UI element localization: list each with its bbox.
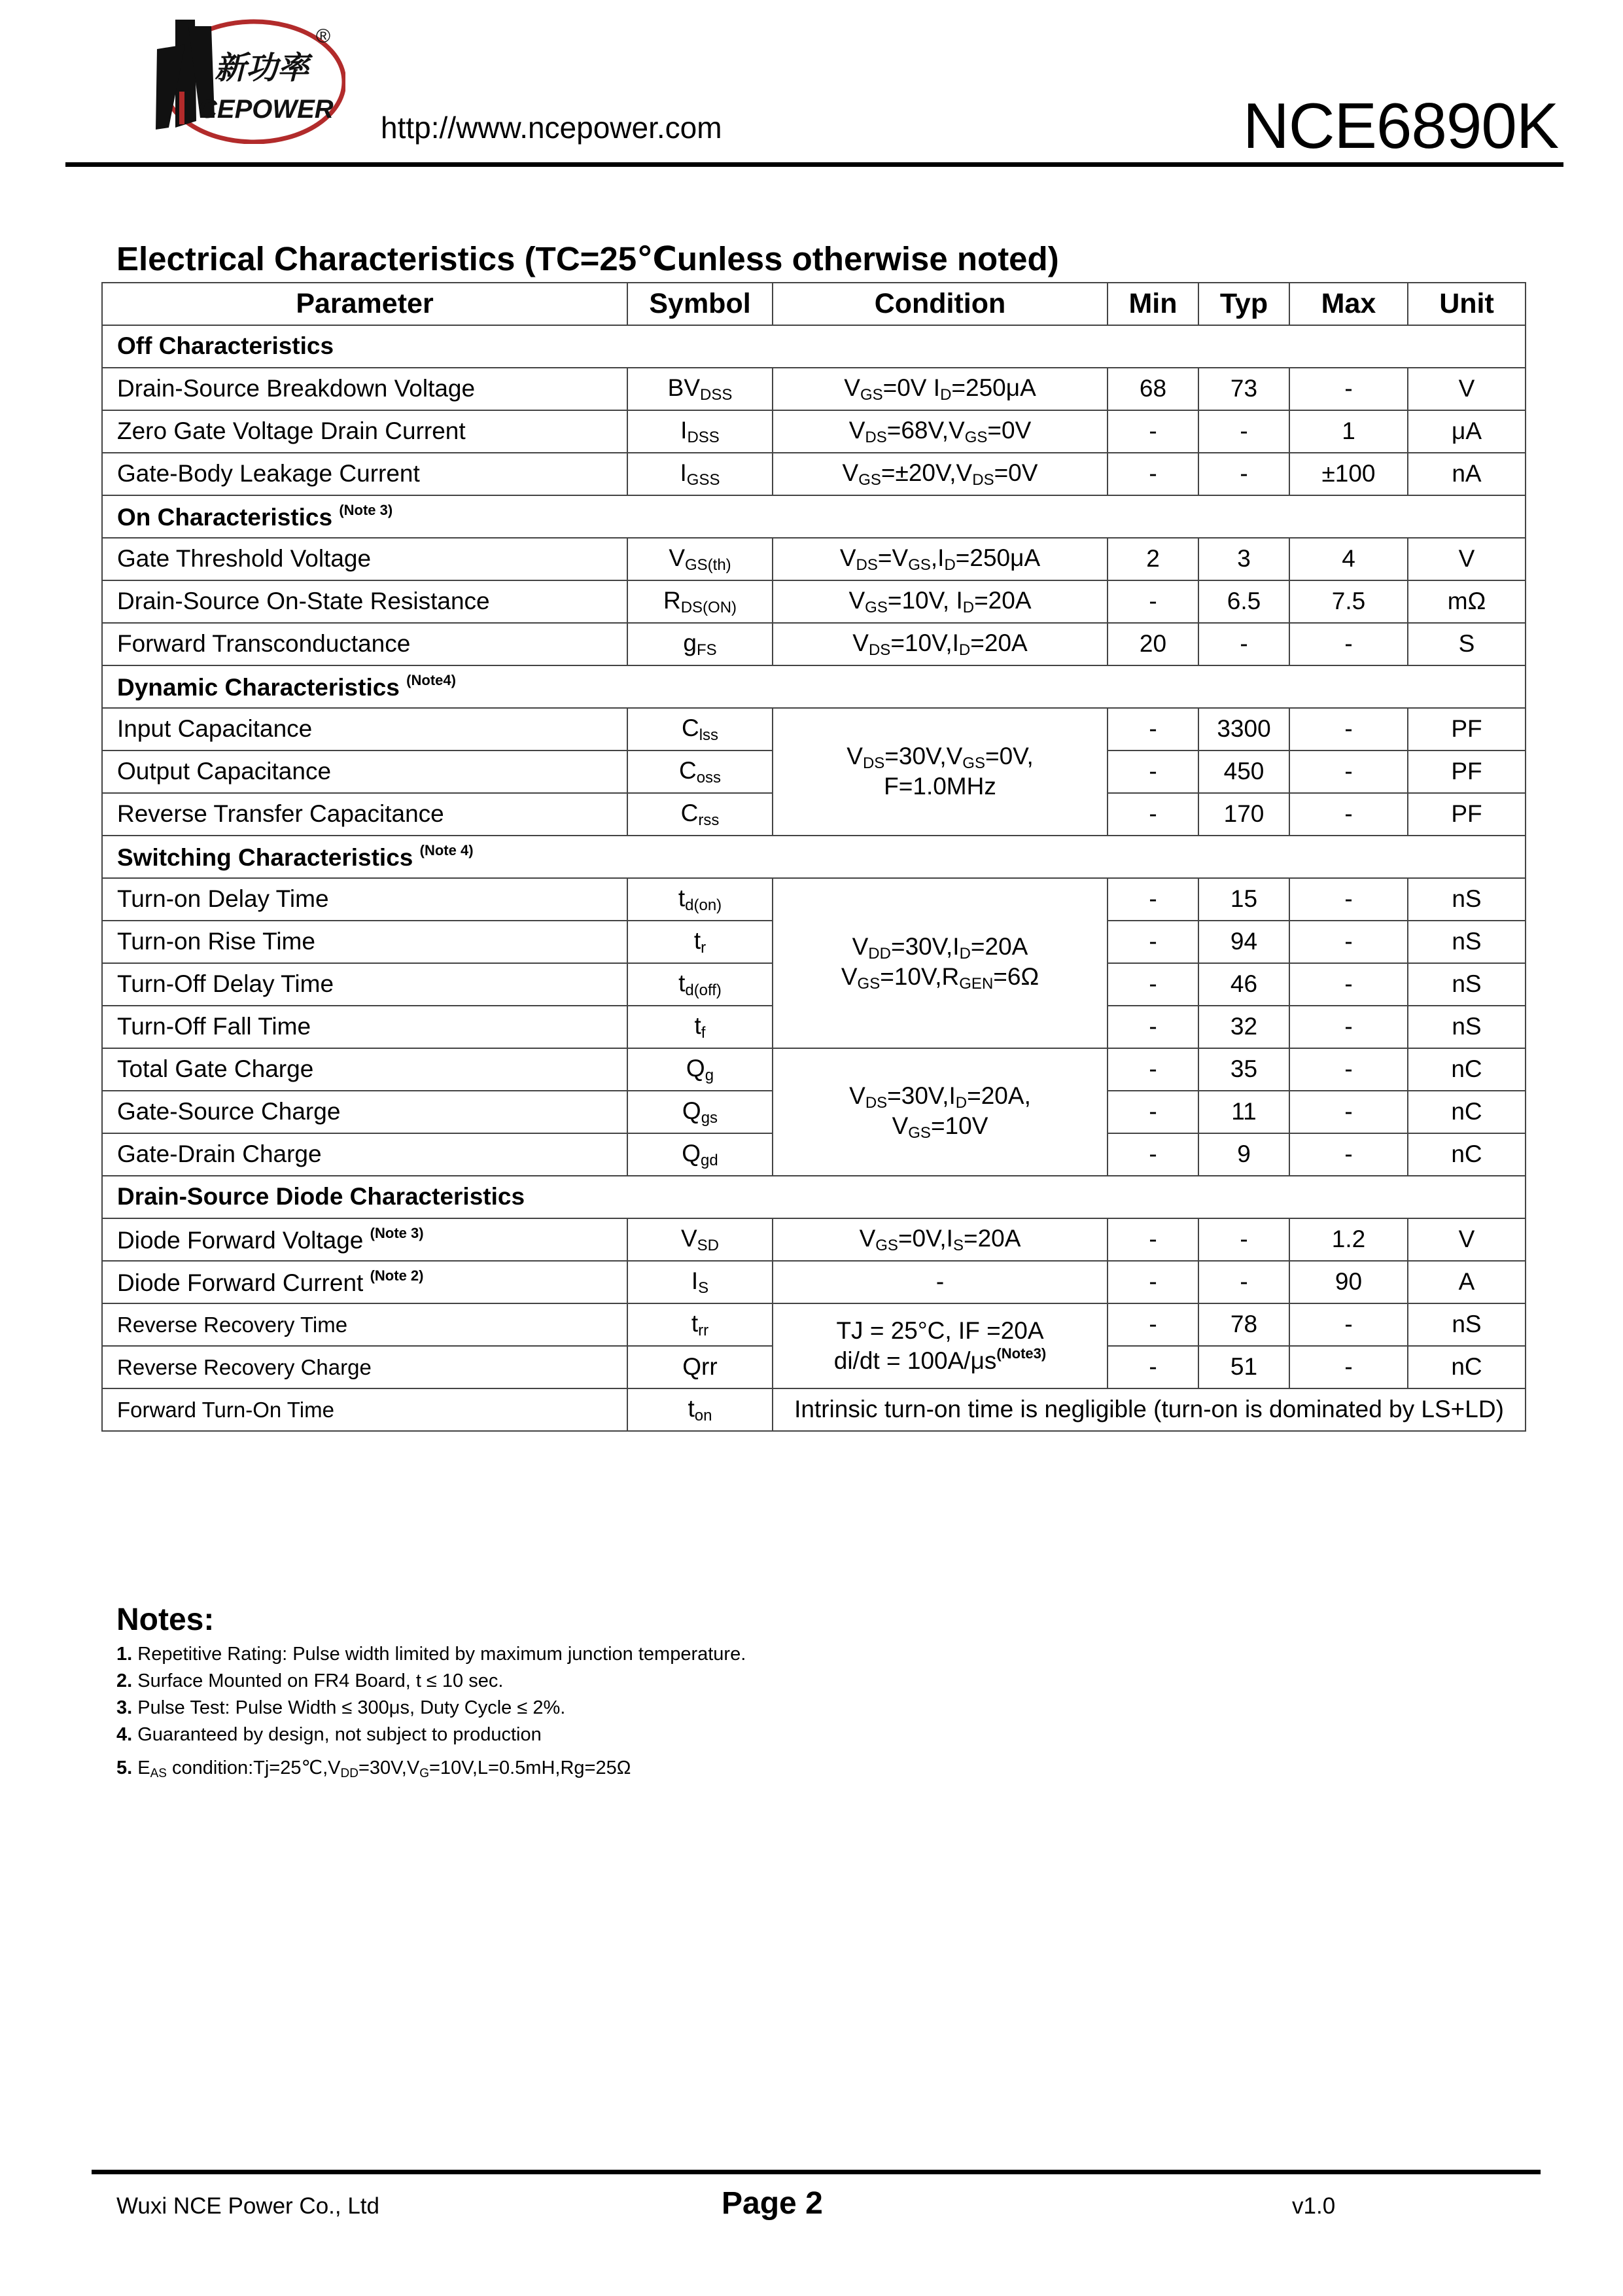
symbol-cell: $I_{DSS}$ <box>627 410 773 453</box>
typ-cell: 9 <box>1198 1133 1289 1176</box>
symbol-cell: $V_{SD}$ <box>627 1218 773 1261</box>
symbol-cell: $t_{rr}$ <box>627 1303 773 1346</box>
table-row <box>102 623 1526 665</box>
param-cell: Total Gate Charge <box>102 1048 627 1091</box>
unit-cell: nC <box>1408 1346 1526 1388</box>
max-cell: - <box>1289 878 1408 921</box>
typ-cell: - <box>1198 623 1289 665</box>
max-cell: - <box>1289 1091 1408 1133</box>
max-cell: 4 <box>1289 538 1408 580</box>
category-on: On Characteristics $^{(Note 3)}$ <box>102 495 1526 538</box>
param-cell: Forward Turn-On Time <box>102 1388 627 1431</box>
footer-divider <box>92 2170 1541 2174</box>
unit-cell: mΩ <box>1408 580 1526 623</box>
param-cell: Turn-Off Fall Time <box>102 1006 627 1048</box>
min-cell: 2 <box>1108 538 1198 580</box>
condition-cell: TJ = 25°C, IF =20A $di/dt = 100A/\mu s^{(Note3)}$ <box>773 1303 1108 1388</box>
min-cell: - <box>1108 878 1198 921</box>
category-row <box>102 495 1526 538</box>
min-cell: - <box>1108 793 1198 836</box>
typ-cell: - <box>1198 1261 1289 1303</box>
max-cell: - <box>1289 963 1408 1006</box>
typ-cell: - <box>1198 1218 1289 1261</box>
symbol-cell: $Q_g$ <box>627 1048 773 1091</box>
symbol-cell: $t_f$ <box>627 1006 773 1048</box>
symbol-cell: $Q_{gs}$ <box>627 1091 773 1133</box>
header-typ: Typ <box>1198 283 1289 325</box>
param-cell: Reverse Recovery Time <box>102 1303 627 1346</box>
note-5: 5. $E_{AS}$ $condition:Tj=25℃,V_{DD}=30V,V_G=10V,L=0.5mH,Rg=25\Omega$ <box>116 1757 631 1780</box>
electrical-characteristics-table <box>101 282 1526 1432</box>
max-cell: - <box>1289 1346 1408 1388</box>
header-min: Min <box>1108 283 1198 325</box>
min-cell: - <box>1108 1346 1198 1388</box>
param-cell: Gate-Body Leakage Current <box>102 453 627 495</box>
note-2: 2. Surface Mounted on FR4 Board, t ≤ 10 sec. <box>116 1670 504 1691</box>
unit-cell: nS <box>1408 1006 1526 1048</box>
param-cell: Drain-Source On-State Resistance <box>102 580 627 623</box>
category-off: Off Characteristics <box>102 325 1526 368</box>
min-cell: - <box>1108 921 1198 963</box>
param-cell: Forward Transconductance <box>102 623 627 665</box>
max-cell: - <box>1289 793 1408 836</box>
company-logo <box>149 13 345 144</box>
typ-cell: 3300 <box>1198 708 1289 751</box>
param-cell: Diode Forward Voltage $^{(Note 3)}$ <box>102 1218 627 1261</box>
min-cell: 68 <box>1108 368 1198 410</box>
table-row <box>102 538 1526 580</box>
header-condition: Condition <box>773 283 1108 325</box>
max-cell: - <box>1289 368 1408 410</box>
unit-cell: nS <box>1408 878 1526 921</box>
min-cell: - <box>1108 751 1198 793</box>
param-cell: Drain-Source Breakdown Voltage <box>102 368 627 410</box>
condition-cell: $V_{DS}=V_{GS},I_D=250\mu A$ <box>773 538 1108 580</box>
param-cell: Turn-on Rise Time <box>102 921 627 963</box>
symbol-cell: $t_{d(on)}$ <box>627 878 773 921</box>
max-cell: - <box>1289 1303 1408 1346</box>
condition-cell: Intrinsic turn-on time is negligible (turn-on is dominated by LS+LD) <box>773 1388 1526 1431</box>
category-row <box>102 1176 1526 1218</box>
condition-cell: $V_{DS}=30V,V_{GS}=0V$, F=1.0MHz <box>773 708 1108 836</box>
param-cell: Output Capacitance <box>102 751 627 793</box>
svg-text:新功率: 新功率 <box>215 50 309 86</box>
condition-cell: $V_{GS}=0V$ $I_D=250\mu A$ <box>773 368 1108 410</box>
symbol-cell: $g_{FS}$ <box>627 623 773 665</box>
unit-cell: S <box>1408 623 1526 665</box>
category-row <box>102 665 1526 708</box>
condition-cell: - <box>773 1261 1108 1303</box>
symbol-cell: $t_{d(off)}$ <box>627 963 773 1006</box>
footer-page-number: Page 2 <box>722 2186 823 2221</box>
unit-cell: V <box>1408 1218 1526 1261</box>
unit-cell: PF <box>1408 793 1526 836</box>
typ-cell: 73 <box>1198 368 1289 410</box>
category-dynamic: Dynamic Characteristics $^{(Note4)}$ <box>102 665 1526 708</box>
max-cell: 1.2 <box>1289 1218 1408 1261</box>
symbol-cell: $I_{GSS}$ <box>627 453 773 495</box>
min-cell: - <box>1108 1218 1198 1261</box>
typ-cell: 78 <box>1198 1303 1289 1346</box>
notes-title: Notes: <box>116 1602 215 1637</box>
typ-cell: - <box>1198 410 1289 453</box>
table-row <box>102 1388 1526 1431</box>
svg-text:CEPOWER: CEPOWER <box>198 95 334 124</box>
table-row <box>102 1303 1526 1346</box>
unit-cell: PF <box>1408 751 1526 793</box>
max-cell: - <box>1289 1048 1408 1091</box>
symbol-cell: $C_{rss}$ <box>627 793 773 836</box>
typ-cell: 3 <box>1198 538 1289 580</box>
typ-cell: 15 <box>1198 878 1289 921</box>
max-cell: 7.5 <box>1289 580 1408 623</box>
table-row <box>102 1218 1526 1261</box>
table-row <box>102 410 1526 453</box>
symbol-cell: $V_{GS(th)}$ <box>627 538 773 580</box>
unit-cell: nC <box>1408 1091 1526 1133</box>
typ-cell: 35 <box>1198 1048 1289 1091</box>
max-cell: - <box>1289 1133 1408 1176</box>
condition-cell: $V_{DS}=68V,V_{GS}=0V$ <box>773 410 1108 453</box>
max-cell: - <box>1289 623 1408 665</box>
header-max: Max <box>1289 283 1408 325</box>
min-cell: - <box>1108 1133 1198 1176</box>
part-number: NCE6890K <box>1243 90 1559 162</box>
typ-cell: 94 <box>1198 921 1289 963</box>
condition-cell: $V_{DS}=30V,I_D=20A$, $V_{GS}=10V$ <box>773 1048 1108 1176</box>
note-4: 4. Guaranteed by design, not subject to production <box>116 1724 542 1745</box>
table-row <box>102 453 1526 495</box>
max-cell: - <box>1289 1006 1408 1048</box>
category-row <box>102 325 1526 368</box>
param-cell: Turn-Off Delay Time <box>102 963 627 1006</box>
symbol-cell: Qrr <box>627 1346 773 1388</box>
unit-cell: V <box>1408 538 1526 580</box>
typ-cell: 46 <box>1198 963 1289 1006</box>
condition-cell: $V_{DD}=30V,I_D=20A$ $V_{GS}=10V,R_{GEN}=6\Omega$ <box>773 878 1108 1048</box>
footer-version: v1.0 <box>1292 2193 1336 2219</box>
unit-cell: nS <box>1408 921 1526 963</box>
condition-cell: $V_{DS}=10V,I_D=20A$ <box>773 623 1108 665</box>
min-cell: - <box>1108 963 1198 1006</box>
max-cell: 1 <box>1289 410 1408 453</box>
header-unit: Unit <box>1408 283 1526 325</box>
unit-cell: nS <box>1408 963 1526 1006</box>
param-cell: Turn-on Delay Time <box>102 878 627 921</box>
symbol-cell: $C_{lss}$ <box>627 708 773 751</box>
unit-cell: μA <box>1408 410 1526 453</box>
unit-cell: V <box>1408 368 1526 410</box>
min-cell: - <box>1108 410 1198 453</box>
table-row <box>102 368 1526 410</box>
category-switching: Switching Characteristics $^{(Note 4)}$ <box>102 836 1526 878</box>
min-cell: - <box>1108 580 1198 623</box>
param-cell: Diode Forward Current $^{(Note 2)}$ <box>102 1261 627 1303</box>
param-cell: Reverse Transfer Capacitance <box>102 793 627 836</box>
unit-cell: nC <box>1408 1048 1526 1091</box>
unit-cell: nA <box>1408 453 1526 495</box>
symbol-cell: $C_{oss}$ <box>627 751 773 793</box>
param-cell: Zero Gate Voltage Drain Current <box>102 410 627 453</box>
typ-cell: 450 <box>1198 751 1289 793</box>
typ-cell: 51 <box>1198 1346 1289 1388</box>
unit-cell: nC <box>1408 1133 1526 1176</box>
param-cell: Input Capacitance <box>102 708 627 751</box>
max-cell: - <box>1289 921 1408 963</box>
symbol-cell: $R_{DS(ON)}$ <box>627 580 773 623</box>
param-cell: Gate-Source Charge <box>102 1091 627 1133</box>
footer-company: Wuxi NCE Power Co., Ltd <box>116 2193 379 2219</box>
param-cell: Reverse Recovery Charge <box>102 1346 627 1388</box>
note-1: 1. Repetitive Rating: Pulse width limited by maximum junction temperature. <box>116 1644 746 1665</box>
typ-cell: 32 <box>1198 1006 1289 1048</box>
unit-cell: PF <box>1408 708 1526 751</box>
min-cell: - <box>1108 453 1198 495</box>
category-diode: Drain-Source Diode Characteristics <box>102 1176 1526 1218</box>
condition-cell: $V_{GS}=0V,I_S=20A$ <box>773 1218 1108 1261</box>
param-cell: Gate Threshold Voltage <box>102 538 627 580</box>
section-title: Electrical Characteristics (TC=25℃unless otherwise noted) <box>116 240 1059 277</box>
table-row <box>102 708 1526 751</box>
typ-cell: 11 <box>1198 1091 1289 1133</box>
symbol-cell: $Q_{gd}$ <box>627 1133 773 1176</box>
max-cell: - <box>1289 708 1408 751</box>
table-row <box>102 1048 1526 1091</box>
header-parameter: Parameter <box>102 283 627 325</box>
max-cell: 90 <box>1289 1261 1408 1303</box>
min-cell: - <box>1108 1091 1198 1133</box>
category-row <box>102 836 1526 878</box>
symbol-cell: $I_S$ <box>627 1261 773 1303</box>
min-cell: - <box>1108 708 1198 751</box>
typ-cell: - <box>1198 453 1289 495</box>
table-header-row <box>102 283 1526 325</box>
typ-cell: 6.5 <box>1198 580 1289 623</box>
min-cell: - <box>1108 1006 1198 1048</box>
unit-cell: nS <box>1408 1303 1526 1346</box>
min-cell: - <box>1108 1261 1198 1303</box>
table-row <box>102 878 1526 921</box>
note-3: 3. Pulse Test: Pulse Width ≤ 300μs, Duty Cycle ≤ 2%. <box>116 1697 566 1718</box>
table-row <box>102 580 1526 623</box>
symbol-cell: $t_{on}$ <box>627 1388 773 1431</box>
min-cell: - <box>1108 1048 1198 1091</box>
unit-cell: A <box>1408 1261 1526 1303</box>
header-divider <box>65 162 1563 167</box>
max-cell: - <box>1289 751 1408 793</box>
symbol-cell: $t_r$ <box>627 921 773 963</box>
param-cell: Gate-Drain Charge <box>102 1133 627 1176</box>
symbol-cell: $BV_{DSS}$ <box>627 368 773 410</box>
min-cell: 20 <box>1108 623 1198 665</box>
condition-cell: $V_{GS}=10V$, $I_D=20A$ <box>773 580 1108 623</box>
min-cell: - <box>1108 1303 1198 1346</box>
svg-text:®: ® <box>316 26 331 47</box>
header-symbol: Symbol <box>627 283 773 325</box>
table-row <box>102 1261 1526 1303</box>
max-cell: ±100 <box>1289 453 1408 495</box>
header-url[interactable]: http://www.ncepower.com <box>381 111 722 145</box>
condition-cell: $V_{GS}=\pm 20V,V_{DS}=0V$ <box>773 453 1108 495</box>
typ-cell: 170 <box>1198 793 1289 836</box>
